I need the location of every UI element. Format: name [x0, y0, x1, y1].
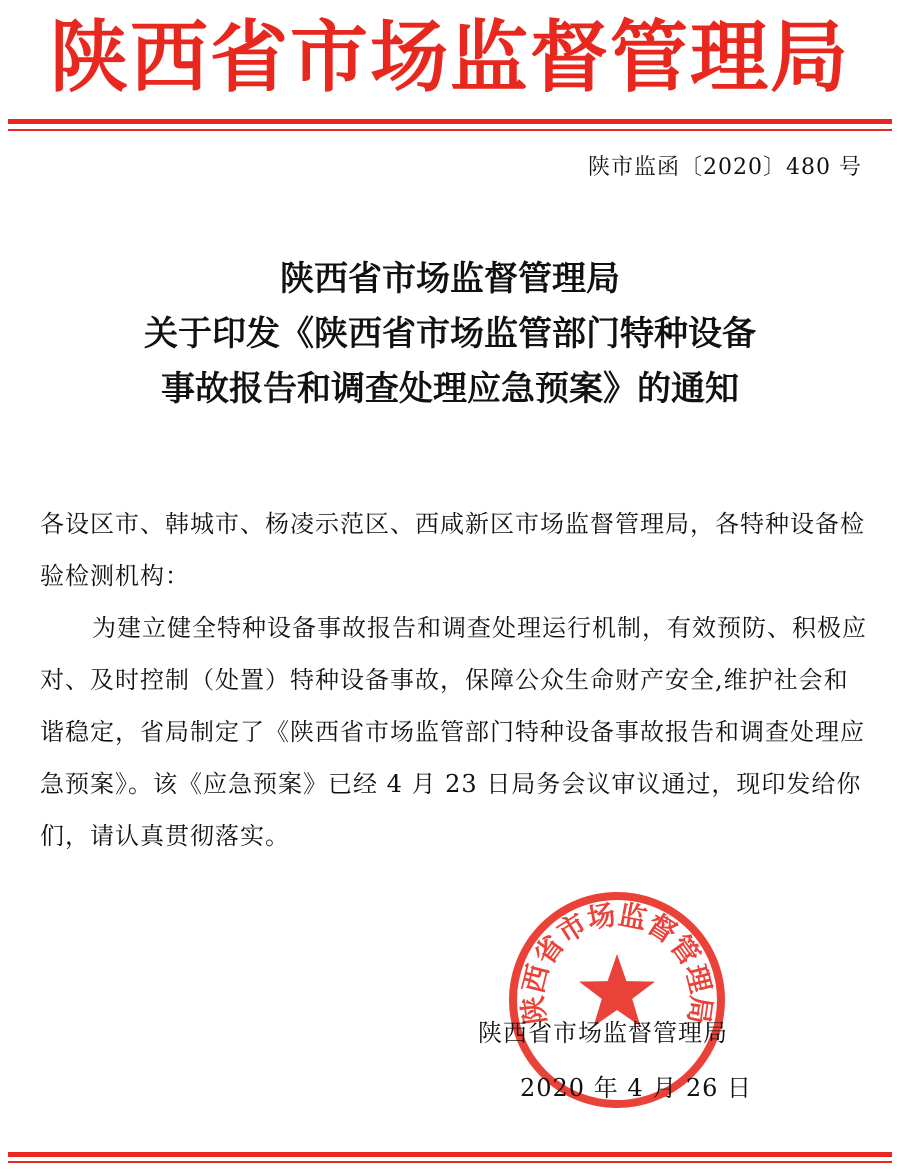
signature-org: 陕西省市场监督管理局: [478, 1019, 728, 1047]
document-title: [0, 252, 900, 417]
seal-text: 陕西省市场监督管理局: [516, 897, 718, 1027]
document-body: [40, 498, 870, 862]
footer-rule-thick: [8, 1152, 892, 1157]
title-line-1: 陕西省市场监督管理局: [280, 259, 620, 299]
masthead-agency: 陕西省市场监督管理局: [49, 12, 850, 103]
addressee: 各设区市、韩城市、杨凌示范区、西咸新区市场监督管理局，各特种设备检验检测机构：: [40, 510, 865, 590]
header-rule-thin: [8, 129, 892, 131]
title-line-2: 关于印发《陕西省市场监管部门特种设备: [144, 314, 756, 354]
signature-date: 2020 年 4 月 26 日: [520, 1074, 753, 1102]
document-number: 陕市监函〔2020〕480 号: [588, 155, 862, 180]
title-line-3: 事故报告和调查处理应急预案》的通知: [161, 369, 739, 409]
body-paragraph: 为建立健全特种设备事故报告和调查处理运行机制，有效预防、积极应对、及时控制（处置）特种设备事故，保障公众生命财产安全,维护社会和谐稳定，省局制定了《陕西省市场监管部门特种设备事故报告和调查处理应急预案》。该《应急预案》已经 4 月 23 日局务会议审议通过，现印发给你们，请认真贯彻落实。: [40, 614, 867, 850]
header-rule-thick: [8, 119, 892, 124]
footer-rule-thin: [8, 1161, 892, 1163]
